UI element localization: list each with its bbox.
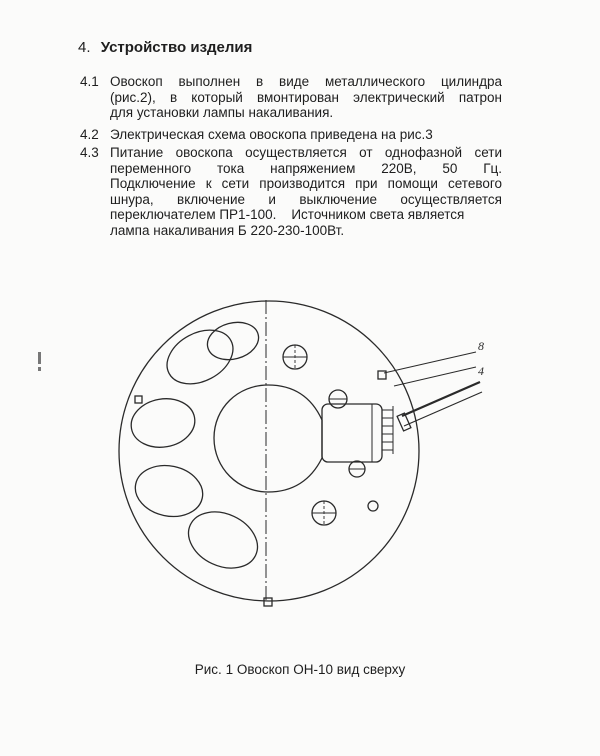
rim-screw <box>135 396 142 403</box>
paragraph-number: 4.2 <box>80 127 99 142</box>
paragraph-number: 4.3 <box>80 145 99 160</box>
egg-hole <box>131 459 208 522</box>
section-title: Устройство изделия <box>100 39 253 56</box>
text-line: лампа накаливания Б 220-230-100Вт. <box>110 222 345 238</box>
lamp-bulb <box>214 385 322 492</box>
paragraph-number: 4.1 <box>80 74 99 89</box>
section-number: 4. <box>78 39 91 56</box>
text-line: Подключение к сети производится при помощи сетевого <box>110 176 502 191</box>
callout-8: 8 <box>478 339 484 353</box>
text-line: Питание овоскопа осуществляется от однофазной сети <box>110 145 502 160</box>
text-line: Овоскоп выполнен в виде металлического цилиндра <box>110 74 502 89</box>
egg-hole <box>203 317 263 365</box>
rim-screw <box>378 371 386 379</box>
lamp-socket <box>322 404 382 462</box>
text-line: (рис.2), в который вмонтирован электрический патрон <box>110 89 502 105</box>
callout-4: 4 <box>478 364 484 378</box>
rim-screw <box>264 598 272 606</box>
text-line: шнура, включение и выключение осуществляется <box>110 191 502 207</box>
egg-hole <box>158 319 242 394</box>
text-line: переменного тока напряжением 220В, 50 Гц. <box>110 160 502 176</box>
text-line: переключателем ПР1-100. Источником света является <box>110 207 465 222</box>
fastener-mark <box>368 501 378 511</box>
text-line: Электрическая схема овоскопа приведена на рис.3 <box>110 127 433 142</box>
text-line: для установки лампы накаливания. <box>110 105 334 120</box>
figure-caption: Рис. 1 Овоскоп ОН-10 вид сверху <box>194 662 406 677</box>
egg-hole <box>179 501 266 579</box>
power-cord <box>402 382 480 416</box>
callout-leader <box>394 367 476 386</box>
housing-circle <box>119 301 419 601</box>
